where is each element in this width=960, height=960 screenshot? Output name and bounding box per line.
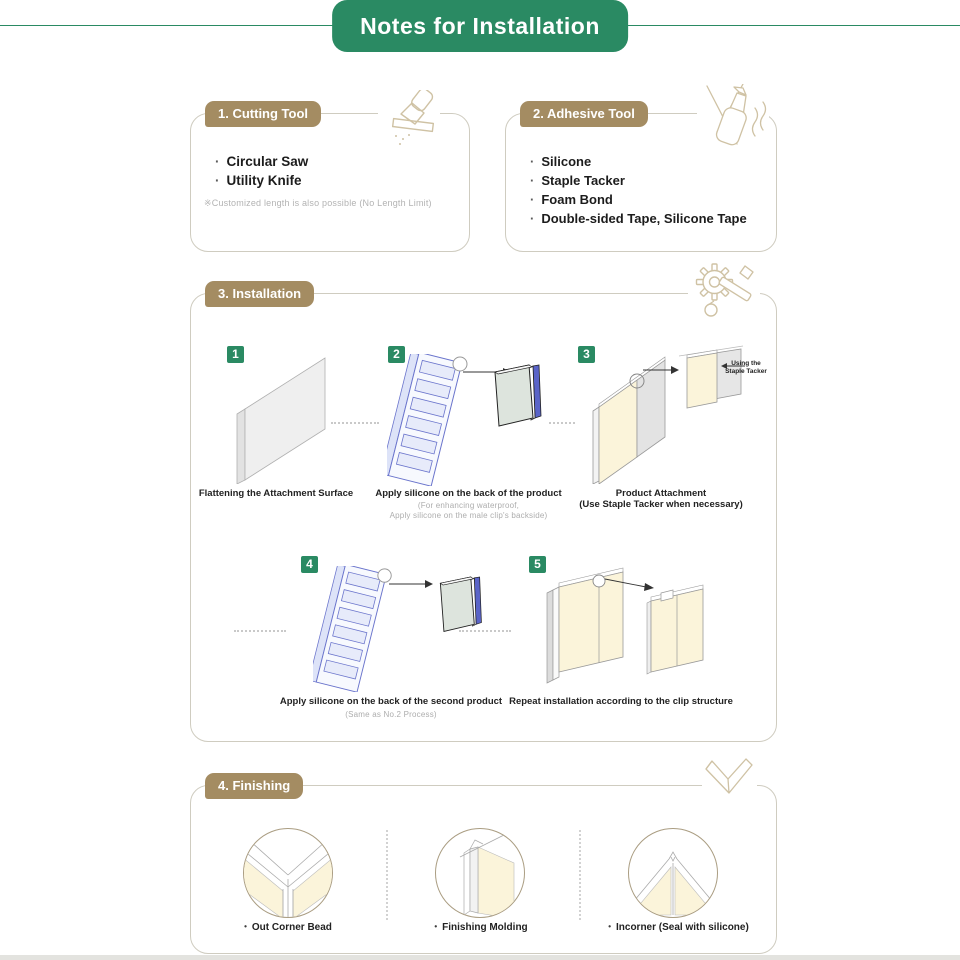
list-item: · Circular Saw [215, 154, 308, 169]
step1-panel-illustration [231, 352, 331, 484]
list-item: · Double-sided Tape, Silicone Tape [530, 211, 747, 226]
step2-silicone-panel-illustration [387, 354, 469, 486]
step4-subcaption: (Same as No.2 Process) [345, 710, 437, 719]
step3-arrow [643, 364, 679, 376]
out-corner-bead-illustration [242, 827, 334, 919]
list-item: · Silicone [530, 154, 747, 169]
dotted-separator [459, 630, 511, 632]
adhesive-tool-badge: 2. Adhesive Tool [520, 101, 648, 127]
annotation-line: Staple Tacker [725, 368, 767, 375]
page-title: Notes for Installation [332, 0, 628, 52]
dotted-separator [549, 422, 575, 424]
dotted-separator-vertical [579, 830, 581, 920]
step2-subcaption: Apply silicone on the male clip's backside) [389, 511, 548, 520]
dotted-separator-vertical [386, 830, 388, 920]
step3-caption2: (Use Staple Tacker when necessary) [579, 499, 743, 510]
finishing-badge: 4. Finishing [205, 773, 303, 799]
circular-saw-icon [378, 90, 440, 148]
step2-subcaption: (For enhancing waterproof, [417, 501, 520, 510]
adhesive-tool-list [530, 154, 747, 230]
list-item: · Staple Tacker [530, 173, 747, 188]
page-bottom-strip [0, 955, 960, 960]
incorner-illustration [627, 827, 719, 919]
dotted-separator [234, 630, 286, 632]
gear-wrench-icon [688, 258, 760, 322]
list-item: · Foam Bond [530, 192, 747, 207]
step-number-1: 1 [227, 346, 244, 363]
cutting-tool-list [215, 154, 308, 192]
cutting-note: ※Customized length is also possible (No Length Limit) [204, 198, 432, 208]
silicone-gun-icon [697, 84, 769, 158]
installation-badge: 3. Installation [205, 281, 314, 307]
step3-caption: Product Attachment [615, 488, 707, 499]
installation-card [190, 286, 777, 742]
dotted-separator [331, 422, 379, 424]
list-item: · Utility Knife [215, 173, 308, 188]
finishing-item-label: • Finishing Molding [396, 922, 566, 933]
step4-arrow [389, 578, 433, 590]
step2-caption: Apply silicone on the back of the product [375, 488, 562, 499]
step-number-5: 5 [529, 556, 546, 573]
step-number-3: 3 [578, 346, 595, 363]
corner-molding-icon [702, 757, 757, 812]
step1-caption: Flattening the Attachment Surface [198, 488, 354, 499]
step-number-2: 2 [388, 346, 405, 363]
step4-caption: Apply silicone on the back of the second product [279, 696, 503, 707]
annotation-line: Using the [731, 360, 761, 367]
cutting-tool-badge: 1. Cutting Tool [205, 101, 321, 127]
step2-product-illustration [489, 358, 545, 428]
step4-product-illustration [435, 570, 485, 634]
step5-caption: Repeat installation according to the clip structure [509, 696, 733, 707]
finishing-molding-illustration [434, 827, 526, 919]
step5-panels-illustration [543, 560, 708, 685]
finishing-card [190, 778, 777, 954]
step3-detail-illustration [679, 342, 747, 414]
step4-silicone-panel-illustration [313, 566, 395, 692]
finishing-item-label: • Out Corner Bead [203, 922, 373, 933]
finishing-item-label: • Incorner (Seal with silicone) [581, 922, 776, 933]
step3-annotation [721, 360, 771, 376]
step-number-4: 4 [301, 556, 318, 573]
